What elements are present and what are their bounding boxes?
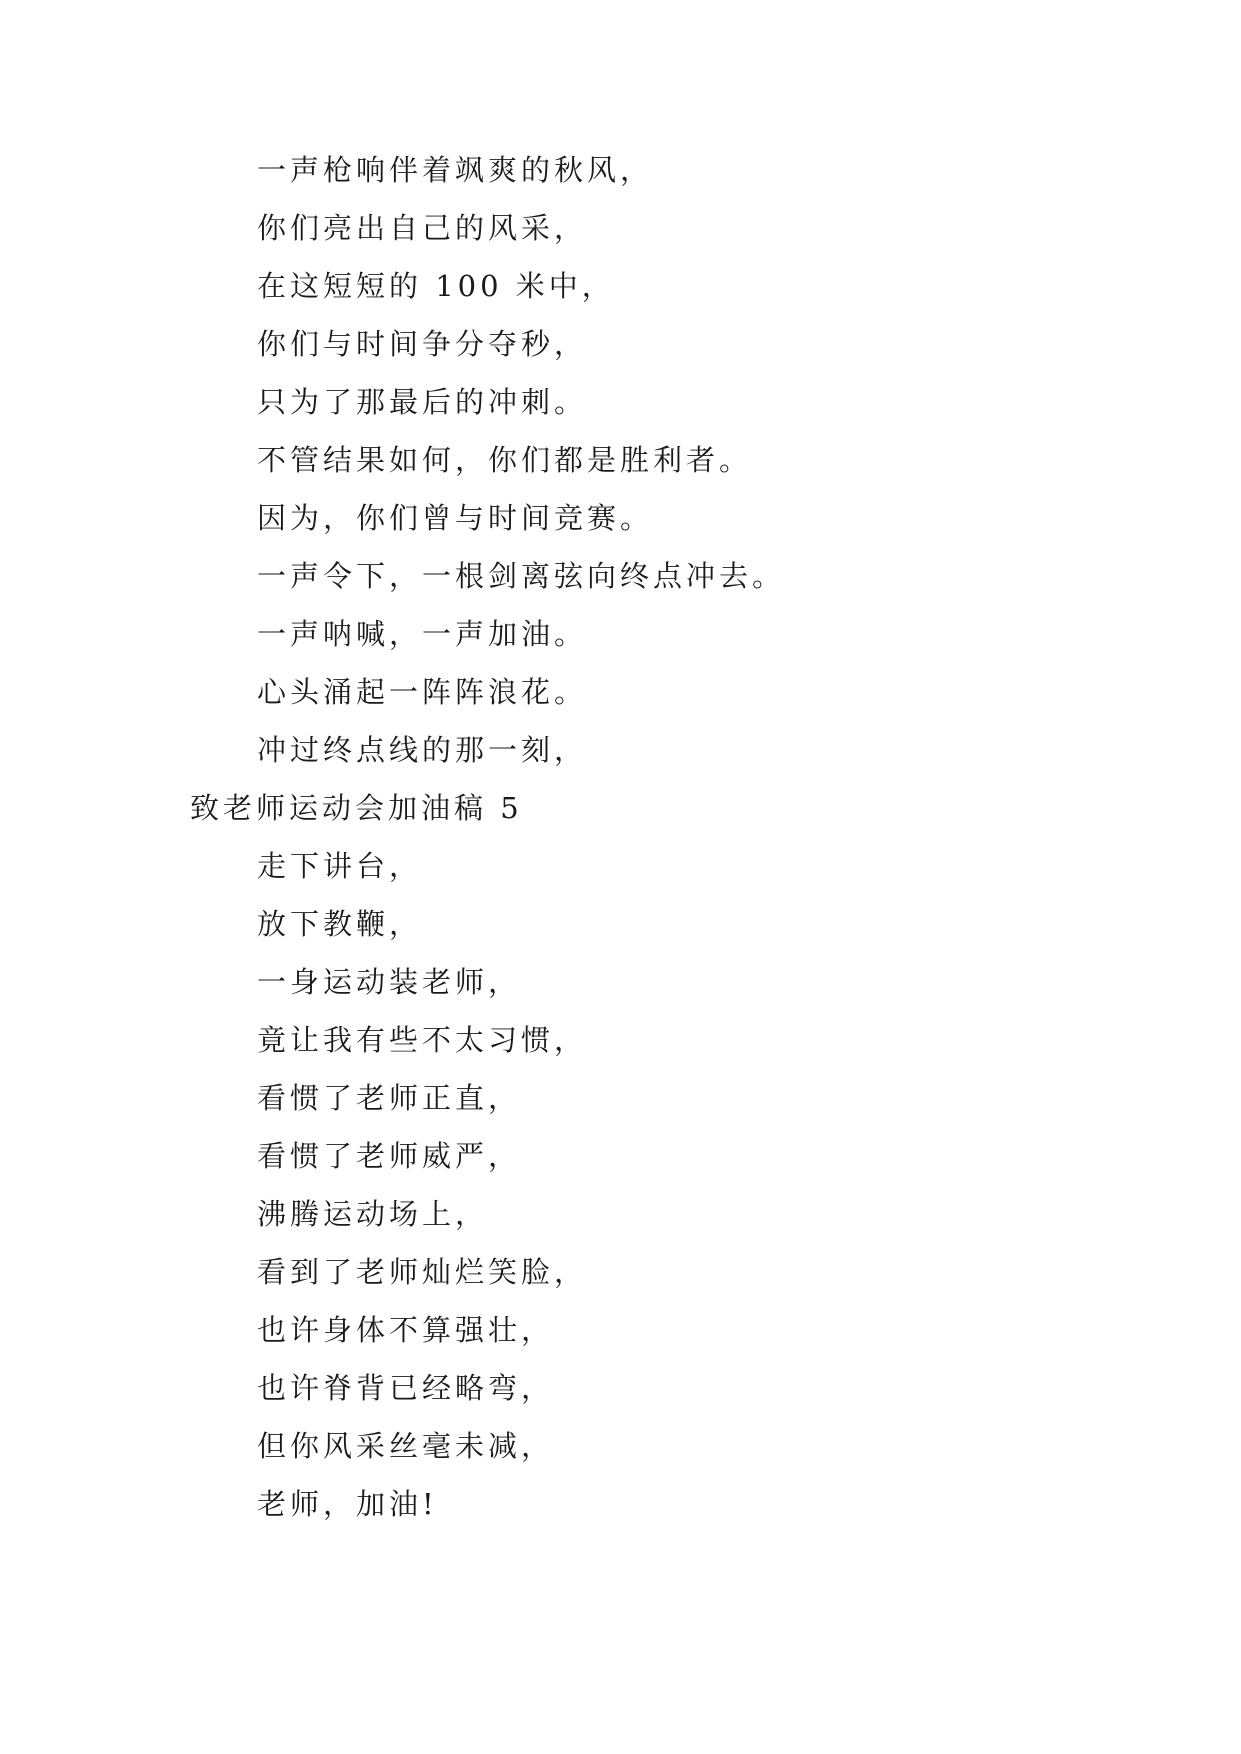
text-line: 看惯了老师正直， — [257, 1081, 522, 1115]
text-line: 老师，加油! — [257, 1487, 438, 1521]
section-heading: 致老师运动会加油稿 5 — [190, 791, 523, 825]
text-line: 但你风采丝毫未减， — [257, 1429, 555, 1463]
text-line: 沸腾运动场上， — [257, 1197, 489, 1231]
text-line: 一声呐喊，一声加油。 — [257, 617, 588, 651]
text-line: 不管结果如何，你们都是胜利者。 — [257, 443, 753, 477]
text-line: 也许身体不算强壮， — [257, 1313, 555, 1347]
text-line: 看到了老师灿烂笑脸， — [257, 1255, 588, 1289]
text-line: 一声令下，一根剑离弦向终点冲去。 — [257, 559, 786, 593]
text-line: 一身运动装老师， — [257, 965, 522, 999]
text-line: 看惯了老师威严， — [257, 1139, 522, 1173]
text-line: 你们亮出自己的风采， — [257, 211, 588, 245]
text-line: 也许脊背已经略弯， — [257, 1371, 555, 1405]
text-line: 因为，你们曾与时间竞赛。 — [257, 501, 654, 535]
text-line: 一声枪响伴着飒爽的秋风， — [257, 153, 654, 187]
text-line: 你们与时间争分夺秒， — [257, 327, 588, 361]
text-line: 竟让我有些不太习惯， — [257, 1023, 588, 1057]
text-line: 心头涌起一阵阵浪花。 — [257, 675, 588, 709]
text-line: 在这短短的 100 米中， — [257, 269, 615, 303]
text-line: 放下教鞭， — [257, 907, 423, 941]
text-line: 冲过终点线的那一刻， — [257, 733, 588, 767]
text-line: 走下讲台， — [257, 849, 423, 883]
text-line: 只为了那最后的冲刺。 — [257, 385, 588, 419]
